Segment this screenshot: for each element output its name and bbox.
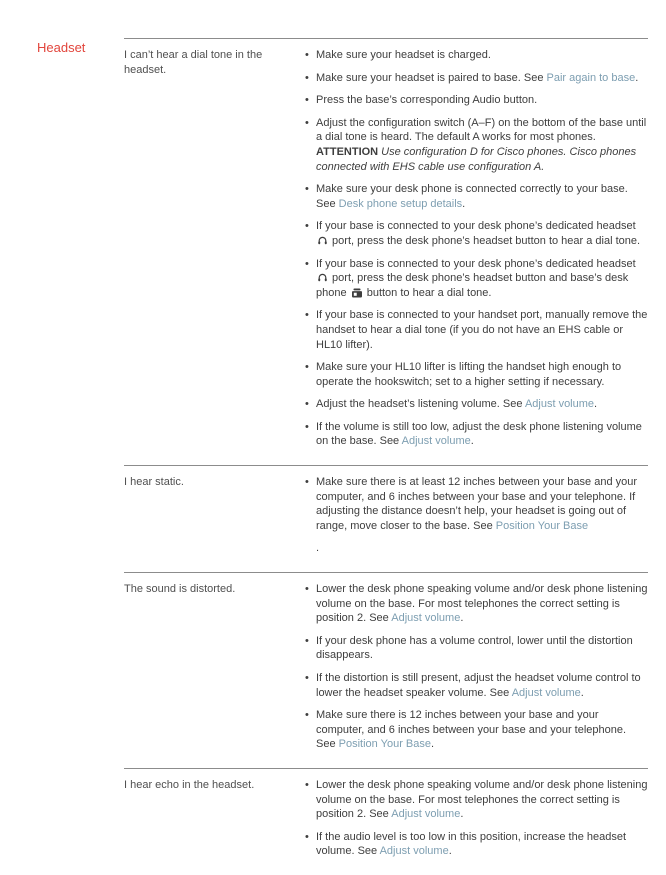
- table-row: [124, 38, 648, 465]
- text-segment: Make sure your headset is charged.: [316, 49, 491, 61]
- text-segment: .: [580, 686, 584, 699]
- solution-item: [305, 48, 648, 63]
- solution-item: [305, 634, 648, 663]
- solution-item: [305, 708, 648, 752]
- inline-link[interactable]: Position Your Base: [495, 519, 589, 532]
- text-segment: .: [316, 542, 320, 555]
- inline-link[interactable]: Adjust volume: [391, 612, 461, 625]
- inline-link[interactable]: Pair again to base: [546, 71, 636, 84]
- solution-item: [305, 830, 648, 859]
- solution-item: [305, 257, 648, 301]
- solution-item: [305, 71, 648, 86]
- text-segment: If your desk phone has a volume control, lower until the distortion disappears.: [316, 634, 633, 662]
- inline-link[interactable]: Adjust volume: [524, 398, 595, 411]
- text-segment: .: [462, 197, 466, 210]
- solution-item: [305, 475, 648, 556]
- inline-link[interactable]: Adjust volume: [511, 686, 581, 699]
- paragraph-break: [316, 533, 648, 541]
- text-segment: Adjust the configuration switch (A–F) on the bottom of the base until a dial tone is heard. The default A works for most phones.: [316, 116, 647, 144]
- problem-cell: The sound is distorted.: [124, 583, 236, 596]
- solution-item: [305, 308, 648, 352]
- text-segment: .: [635, 71, 639, 84]
- text-segment: Lower the desk phone speaking volume and/or desk phone listening volume on the base. For most telephones the correct setting is position 2. See: [316, 583, 648, 625]
- solution-item: [305, 360, 648, 389]
- problem-cell: I can’t hear a dial tone in the headset.: [124, 49, 263, 76]
- note-text: Use configuration D for Cisco phones. Cisco phones connected with EHS cable use configuration A.: [316, 145, 637, 173]
- text-segment: .: [448, 845, 452, 858]
- problem-cell: I hear echo in the headset.: [124, 778, 255, 791]
- solution-item: [305, 93, 648, 108]
- text-segment: .: [460, 612, 464, 625]
- text-segment: Make sure there is 12 inches between your base and your computer, and 6 inches between your base and your telephone. See: [316, 709, 627, 751]
- solution-item: [305, 671, 648, 700]
- text-segment: Make sure there is at least 12 inches between your base and your computer, and 6 inches between your base and your telephone. If adjusting the distance doesn’t help, your headset is going out of range, move closer to the base. See: [316, 476, 638, 532]
- desk-phone-icon: [351, 288, 363, 298]
- solutions-list: [294, 48, 648, 449]
- text-segment: port, press the desk phone’s headset button and base’s desk phone: [316, 272, 629, 299]
- attention-label: ATTENTION: [316, 145, 379, 158]
- solution-item: [305, 219, 648, 248]
- inline-link[interactable]: Adjust volume: [379, 845, 449, 858]
- text-segment: Press the base’s corresponding Audio button.: [316, 94, 538, 107]
- inline-link[interactable]: Adjust volume: [401, 435, 471, 448]
- text-segment: If your base is connected to your desk phone’s dedicated headset: [316, 220, 636, 233]
- solution-item: [305, 420, 648, 449]
- headset-icon: [317, 272, 328, 283]
- text-segment: If your base is connected to your desk phone’s dedicated headset: [316, 257, 636, 270]
- text-segment: If the distortion is still present, adjust the headset volume control to lower the headset speaker volume. See: [316, 672, 641, 699]
- text-segment: Make sure your headset is paired to base. See: [316, 71, 547, 84]
- text-segment: .: [470, 435, 474, 448]
- text-segment: .: [431, 738, 435, 751]
- problem-cell: I hear static.: [124, 476, 184, 489]
- solution-item: [305, 582, 648, 626]
- text-segment: Lower the desk phone speaking volume and/or desk phone listening volume on the base. For most telephones the correct setting is position 2. See: [316, 778, 648, 821]
- solution-item: [305, 116, 648, 174]
- solution-item: [305, 778, 648, 822]
- solution-item: [305, 182, 648, 211]
- headset-icon: [317, 235, 328, 246]
- text-segment: Make sure your HL10 lifter is lifting the handset high enough to operate the hookswitch; set to a higher setting if necessary.: [316, 361, 622, 388]
- text-segment: If your base is connected to your handset port, manually remove the handset to hear a dial tone (if you do not have an EHS cable or HL10 lifter).: [316, 309, 648, 351]
- text-segment: Make sure your desk phone is connected correctly to your base. See: [316, 183, 628, 210]
- text-segment: If the volume is still too low, adjust the desk phone listening volume on the base. See: [316, 420, 642, 448]
- inline-link[interactable]: Desk phone setup details: [338, 197, 463, 210]
- text-segment: .: [460, 808, 464, 821]
- text-segment: .: [594, 398, 598, 411]
- solutions-list: [294, 778, 648, 859]
- text-segment: port, press the desk phone’s headset button to hear a dial tone.: [329, 234, 641, 247]
- inline-link[interactable]: Position Your Base: [338, 738, 431, 751]
- solution-item: [305, 397, 648, 412]
- solutions-list: [294, 475, 648, 556]
- section-heading: Headset: [37, 40, 86, 55]
- table-row: [124, 768, 648, 875]
- text-segment: Adjust the headset’s listening volume. See: [316, 398, 525, 411]
- solutions-list: [294, 582, 648, 752]
- text-segment: button to hear a dial tone.: [363, 286, 492, 299]
- text-segment: If the audio level is too low in this position, increase the headset volume. See: [316, 830, 627, 858]
- table-row: [124, 465, 648, 572]
- table-row: [124, 572, 648, 768]
- inline-link[interactable]: Adjust volume: [391, 808, 461, 821]
- troubleshooting-table: [124, 38, 648, 875]
